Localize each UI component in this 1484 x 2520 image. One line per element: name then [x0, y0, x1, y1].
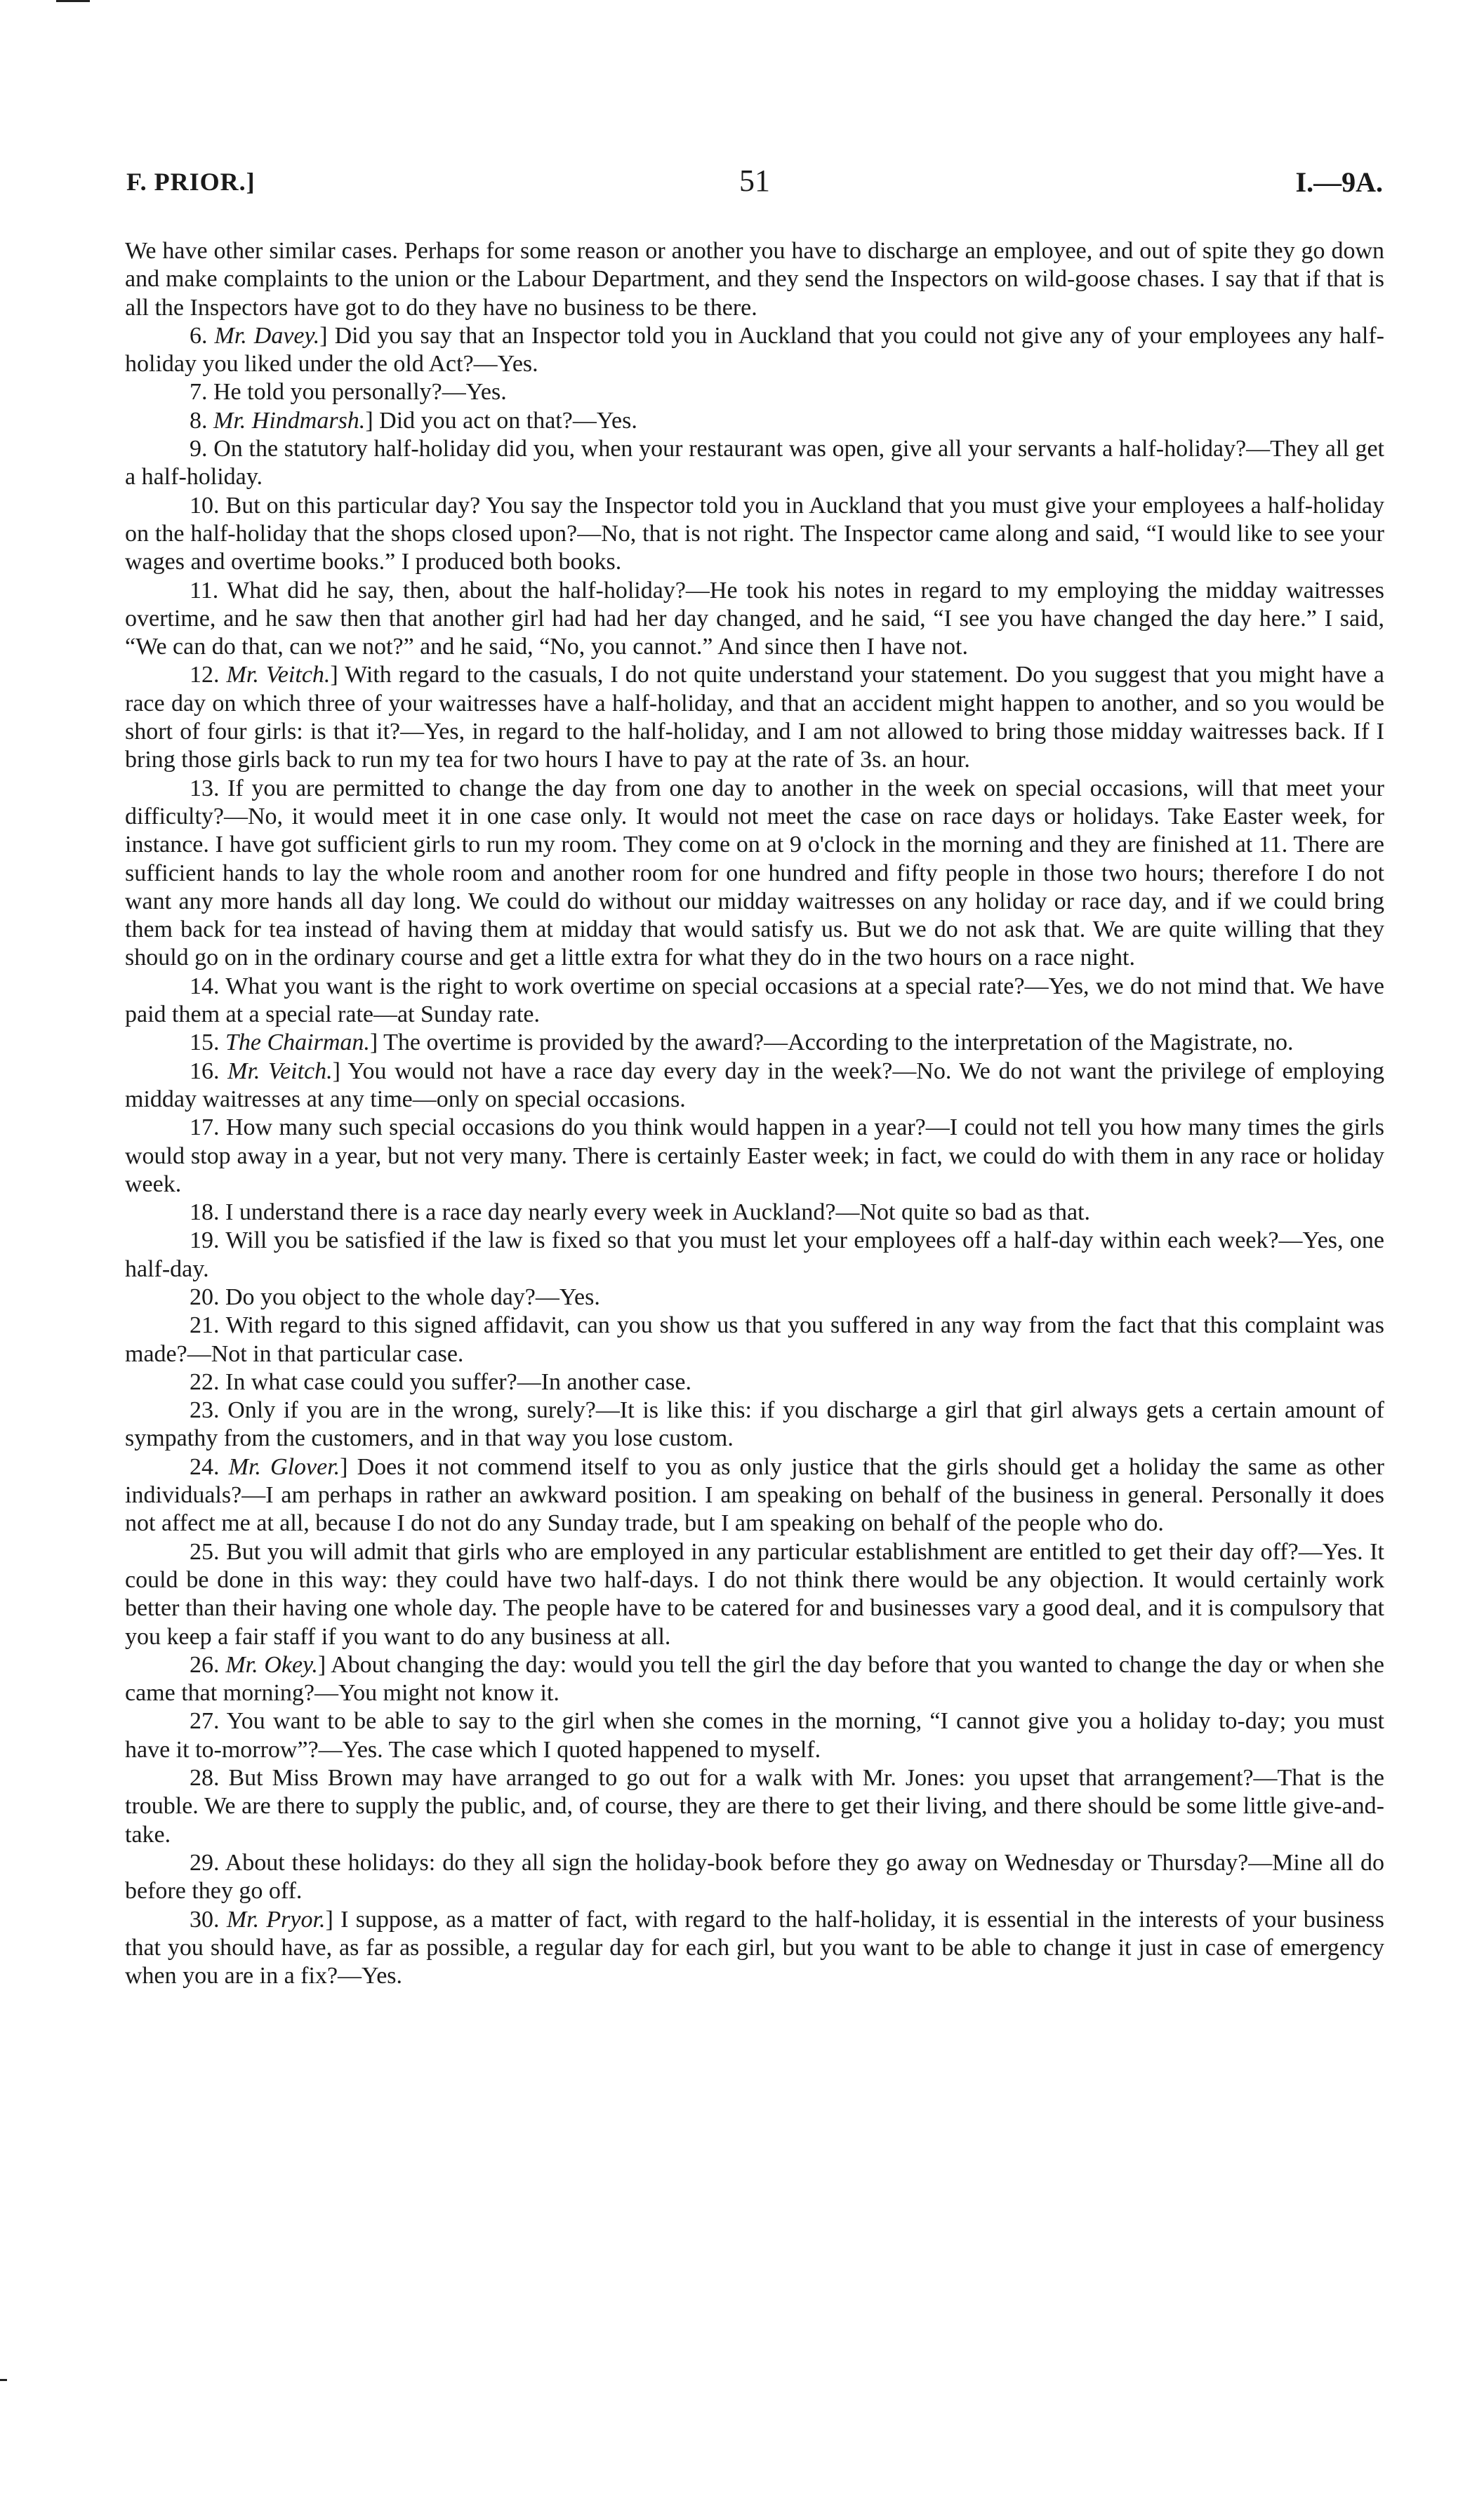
question-number: 29. — [190, 1849, 220, 1876]
question-number: 7. — [190, 379, 208, 406]
document-reference: I.—9A. — [1295, 166, 1383, 198]
paragraph-text: Did you say that an Inspector told you in Auckland that you could not give any of your employees any half-holiday you liked under the old Act?—Yes. — [125, 322, 1384, 378]
speaker-name: Mr. Davey. — [214, 322, 320, 349]
transcript-paragraph — [125, 1114, 1384, 1199]
page-number: 51 — [739, 164, 770, 198]
transcript-paragraph — [125, 237, 1384, 322]
question-number: 16. — [190, 1058, 220, 1084]
paragraph-text: But on this particular day? You say the Inspector told you in Auckland that you must give your employees a half-holiday on the half-holiday that the shops closed upon?—No, that is not right. The Inspector came along and said, “I would like to see your wages and overtime books.” I produced both books. — [125, 492, 1384, 575]
question-number: 15. — [190, 1029, 220, 1056]
paragraph-text: We have other similar cases. Perhaps for some reason or another you have to discharge an employee, and out of spite they go down and make complaints to the union or the Labour Department, and they send the Inspectors on wild-goose chases. I say that if that is all the Inspectors have got to do they have no business to be there. — [125, 238, 1384, 321]
question-number: 9. — [190, 436, 208, 462]
paragraph-text: The overtime is provided by the award?—According to the interpretation of the Magistrate, no. — [383, 1029, 1294, 1056]
question-number: 28. — [190, 1765, 220, 1792]
paragraph-text: You want to be able to say to the girl when she comes in the morning, “I cannot give you a holiday to-day; you must have it to-morrow”?—Yes. The case which I quoted happened to myself. — [125, 1708, 1384, 1763]
transcript-paragraph — [125, 378, 1384, 406]
paragraph-text: On the statutory half-holiday did you, when your restaurant was open, give all your servants a half-holiday?—They all get a half-holiday. — [125, 436, 1384, 491]
transcript-paragraph: 12. Mr. Veitch.] With regard to the casuals, I do not quite understand your statement. Do you suggest that you might have a race day on which three of your waitresses have a half-holiday, and that an accident might happen to another, and so you would be short of four girls: is that it?—Yes, in regard to the half-holiday, and I am not allowed to bring those midday waitresses back. If I bring those girls back to run my tea for two hours I have to pay at the rate of 3s. an hour. — [125, 662, 1385, 773]
transcript-paragraph: 15. The Chairman.] The overtime is provided by the award?—According to the interpretation of the Magistrate, no. — [190, 1029, 1294, 1056]
speaker-name: Mr. Pryor. — [226, 1906, 326, 1933]
paragraph-text: I understand there is a race day nearly every week in Auckland?—Not quite so bad as that. — [225, 1199, 1091, 1226]
transcript-paragraph: 8. Mr. Hindmarsh.] Did you act on that?—Yes. — [190, 407, 637, 434]
question-number: 26. — [190, 1651, 220, 1678]
transcript-paragraph — [125, 492, 1384, 577]
transcript-body — [125, 237, 1384, 1990]
transcript-paragraph — [125, 1707, 1384, 1764]
question-number: 22. — [190, 1368, 220, 1395]
question-number: 14. — [190, 973, 220, 999]
transcript-paragraph — [125, 1312, 1384, 1368]
speaker-name: Mr. Okey. — [225, 1651, 318, 1678]
paragraph-text: With regard to this signed affidavit, can you show us that you suffered in any way from the fact that this complaint was made?—Not in that particular case. — [125, 1312, 1385, 1367]
paragraph-text: Only if you are in the wrong, surely?—It is like this: if you discharge a girl that girl always gets a certain amount of sympathy from the customers, and in that way you lose custom. — [125, 1397, 1385, 1452]
transcript-paragraph — [125, 1199, 1384, 1227]
paragraph-text: But you will admit that girls who are employed in any particular establishment are entitled to get their day off?—Yes. It could be done in this way: they could have two half-days. I do not think there would be any objection. It would certainly work better than their having one whole day. The people have to be catered for and businesses vary a good deal, and it is compulsory that you keep a fair staff if you want to do any business at all. — [125, 1538, 1385, 1650]
question-number: 19. — [190, 1227, 220, 1254]
question-number: 12. — [190, 662, 220, 688]
scan-mark — [0, 2379, 7, 2381]
paragraph-text: What did he say, then, about the half-holiday?—He took his notes in regard to my employing the midday waitresses overtime, and he saw then that another girl had had her day changed, and he said, “I see you have changed the day here.” I said, “We can do that, can we not?” and he said, “No, you cannot.” And since then I have not. — [125, 577, 1384, 660]
paragraph-text: But Miss Brown may have arranged to go out for a walk with Mr. Jones: you upset that arrangement?—That is the trouble. We are there to supply the public, and, of course, they are there to get their living, and there should be some little give-and-take. — [125, 1765, 1385, 1848]
paragraph-text: I suppose, as a matter of fact, with regard to the half-holiday, it is essential in the interests of your business that you should have, as far as possible, a regular day for each girl, but you want to be able to change it just in case of emergency when you are in a fix?—Yes. — [125, 1906, 1384, 1989]
paragraph-text: What you want is the right to work overtime on special occasions at a special rate?—Yes, we do not mind that. We have paid them at a special rate—at Sunday rate. — [125, 973, 1384, 1028]
transcript-paragraph — [125, 1227, 1384, 1284]
paragraph-text: He told you personally?—Yes. — [213, 379, 507, 406]
transcript-paragraph: 16. Mr. Veitch.] You would not have a race day every day in the week?—No. We do not want the privilege of employing midday waitresses at any time—only on special occasions. — [125, 1058, 1385, 1112]
paragraph-text: About these holidays: do they all sign the holiday-book before they go away on Wednesday or Thursday?—Mine all do before they go off. — [125, 1849, 1384, 1905]
paragraph-text: If you are permitted to change the day from one day to another in the week on special occasions, will that meet your difficulty?—No, it would meet it in one case only. It would not meet the case on race days or holidays. Take Easter week, for instance. I have got sufficient girls to run my room. They come on at 9 o'clock in the morning and they are finished at 11. There are sufficient hands to lay the whole room and another room for one hundred and fifty people in those two hours; therefore I do not want any more hands all day long. We could do without our midday waitresses on any holiday or race day, and if we could bring them back for tea instead of having them at midday that would satisfy us. But we do not ask that. We are quite willing that they should go on in the ordinary course and get a little extra for what they do in the two hours on a race night. — [125, 775, 1384, 971]
transcript-paragraph: 6. Mr. Davey.] Did you say that an Inspector told you in Auckland that you could not give any of your employees any half-holiday you liked under the old Act?—Yes. — [125, 322, 1384, 378]
question-number: 30. — [190, 1906, 220, 1933]
question-number: 6. — [190, 322, 208, 349]
paragraph-text: Do you object to the whole day?—Yes. — [225, 1284, 600, 1310]
transcript-paragraph — [125, 577, 1384, 662]
paragraph-text: Will you be satisfied if the law is fixed so that you must let your employees off a half-day within each week?—Yes, one half-day. — [125, 1227, 1385, 1282]
paragraph-text: About changing the day: would you tell the girl the day before that you wanted to change the day or when she came that morning?—You might not know it. — [125, 1651, 1385, 1707]
speaker-name: Mr. Veitch. — [226, 662, 331, 688]
transcript-paragraph — [125, 1396, 1384, 1453]
question-number: 10. — [190, 492, 220, 519]
question-number: 25. — [190, 1538, 220, 1565]
transcript-paragraph: 30. Mr. Pryor.] I suppose, as a matter of fact, with regard to the half-holiday, it is essential in the interests of your business that you should have, as far as possible, a regular day for each girl, but you want to be able to change it just in case of emergency when you are in a fix?—Yes. — [125, 1906, 1384, 1989]
transcript-paragraph — [125, 435, 1384, 492]
question-number: 18. — [190, 1199, 220, 1226]
transcript-paragraph — [125, 1538, 1384, 1651]
question-number: 20. — [190, 1284, 220, 1310]
transcript-paragraph — [125, 1368, 1384, 1396]
speaker-name: Mr. Veitch. — [227, 1058, 333, 1084]
question-number: 13. — [190, 775, 220, 801]
transcript-paragraph — [125, 1284, 1384, 1312]
transcript-paragraph — [125, 1764, 1384, 1849]
transcript-paragraph: 24. Mr. Glover.] Does it not commend itself to you as only justice that the girls should get a holiday the same as other individuals?—I am perhaps in rather an awkward position. I am speaking on behalf of the business in general. Personally it does not affect me at all, because I do not do any Sunday trade, but I am speaking on behalf of the people who do. — [125, 1453, 1385, 1537]
transcript-paragraph — [125, 775, 1384, 973]
question-number: 24. — [190, 1453, 220, 1480]
page-header — [126, 163, 1383, 205]
question-number: 23. — [190, 1397, 220, 1424]
paragraph-text: In what case could you suffer?—In another case. — [225, 1368, 691, 1395]
transcript-paragraph: 26. Mr. Okey.] About changing the day: would you tell the girl the day before that you wanted to change the day or when she came that morning?—You might not know it. — [125, 1651, 1385, 1707]
question-number: 8. — [190, 407, 208, 434]
header-witness-name: F. PRIOR.] — [126, 168, 256, 196]
question-number: 27. — [190, 1708, 220, 1735]
paragraph-text: Does it not commend itself to you as only justice that the girls should get a holiday the same as other individuals?—I am perhaps in rather an awkward position. I am speaking on behalf of the business in general. Personally it does not affect me at all, because I do not do any Sunday trade, but I am speaking on behalf of the people who do. — [125, 1453, 1385, 1537]
speaker-name: Mr. Hindmarsh. — [213, 407, 366, 434]
question-number: 21. — [190, 1312, 220, 1339]
scan-mark — [56, 0, 90, 2]
paragraph-text: Did you act on that?—Yes. — [379, 407, 637, 434]
transcript-paragraph — [125, 1849, 1384, 1906]
speaker-name: The Chairman. — [225, 1029, 370, 1056]
transcript-paragraph — [125, 973, 1384, 1029]
speaker-name: Mr. Glover. — [228, 1453, 340, 1480]
paragraph-text: How many such special occasions do you think would happen in a year?—I could not tell you how many times the girls would stop away in a year, but not very many. There is certainly Easter week; in fact, we could do with them in any race or holiday week. — [125, 1114, 1384, 1197]
paragraph-text: You would not have a race day every day in the week?—No. We do not want the privilege of employing midday waitresses at any time—only on special occasions. — [125, 1058, 1385, 1112]
question-number: 11. — [190, 577, 219, 604]
question-number: 17. — [190, 1114, 220, 1141]
paragraph-text: With regard to the casuals, I do not quite understand your statement. Do you suggest that you might have a race day on which three of your waitresses have a half-holiday, and that an accident might happen to another, and so you would be short of four girls: is that it?—Yes, in regard to the half-holiday, and I am not allowed to bring those midday waitresses back. If I bring those girls back to run my tea for two hours I have to pay at the rate of 3s. an hour. — [125, 662, 1385, 773]
